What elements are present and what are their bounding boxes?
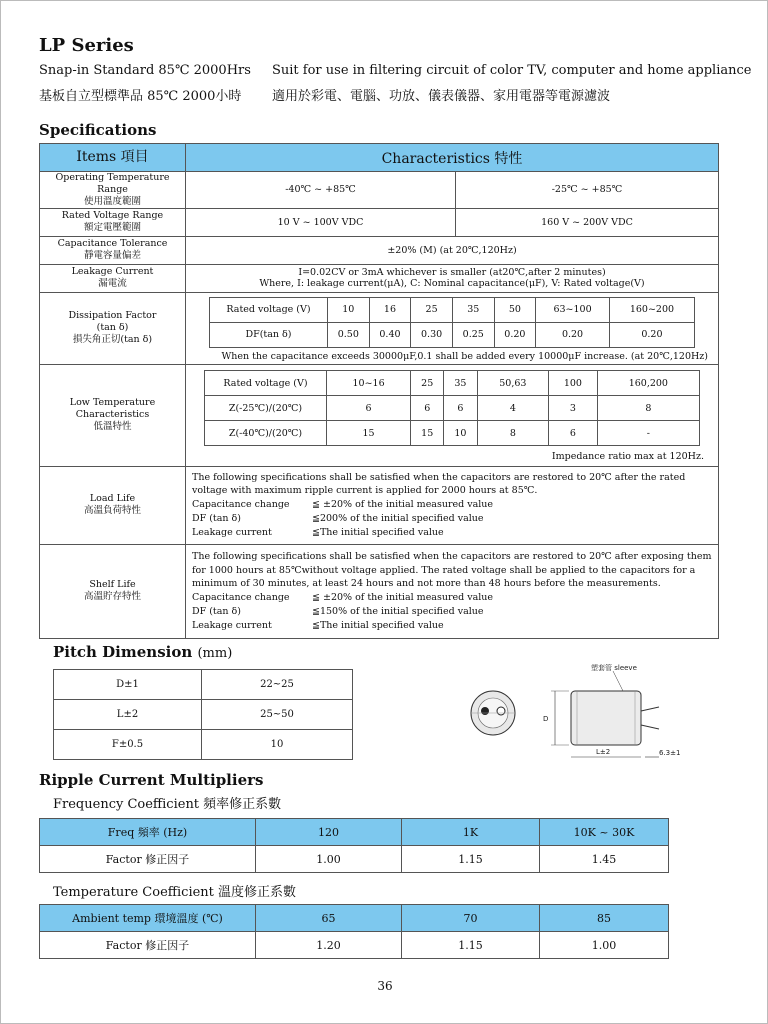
temperature-coefficient-title: Temperature Coefficient 溫度修正系數 [53,885,297,900]
load-life-label [40,466,186,544]
capacitor-side-view [551,671,659,757]
pitch-row [54,670,353,700]
col-items-header: Items 項目 [40,144,186,172]
op-temp-value-1: -40℃ ~ +85℃ [186,172,456,209]
spec-row-load-life [40,466,719,544]
leakage-line-2: Where, I: leakage current(μA), C: Nominal capacitance(μF), V: Rated voltage(V) [259,278,645,290]
shelf-life-item [192,619,712,633]
df-cell: Rated voltage (V) [210,297,328,322]
cap-tol-label-en: Capacitance Tolerance [57,238,168,250]
spec-row-leakage [40,264,719,292]
diameter-label: D [543,715,549,723]
df-label-en-1: Dissipation Factor [68,310,157,322]
lt-cell: 10 [444,421,477,446]
load-life-value: ≦The initial specified value [312,526,444,538]
df-cell: 160~200 [609,297,694,322]
lt-row-z40 [205,421,700,446]
df-cell: 0.20 [609,322,694,347]
frequency-coefficient-table [39,818,669,873]
lt-cell: 15 [327,421,411,446]
freq-cell: 1.00 [256,846,402,873]
load-life-value: ≦200% of the initial specified value [312,513,484,524]
lt-cell: Z(-25℃)/(20℃) [205,396,327,421]
lt-cell: 35 [444,371,477,396]
rated-voltage-label [40,208,186,236]
freq-header-row [40,819,669,846]
pitch-cell: F±0.5 [54,730,202,760]
freq-factor-row [40,846,669,873]
df-cell [186,292,719,364]
low-temp-cell [186,364,719,466]
temp-cell: 1.15 [402,932,540,959]
length-label: L±2 [596,748,611,756]
shelf-life-item [192,591,712,605]
shelf-life-key: DF (tan δ) [192,605,241,617]
lt-cell: 8 [477,421,549,446]
lt-cell: 4 [477,396,549,421]
df-cell: DF(tan δ) [210,322,328,347]
lt-cell: Z(-40℃)/(20℃) [205,421,327,446]
freq-cell: Factor 修正因子 [40,846,256,873]
page-title: LP Series [39,35,134,56]
pitch-cell: D±1 [54,670,202,700]
rated-voltage-label-zh: 額定電壓範圍 [83,222,141,234]
lt-cell: 6 [327,396,411,421]
temp-cell: 1.00 [540,932,669,959]
low-temp-label [40,364,186,466]
pitch-cell: 10 [202,730,353,760]
lt-cell: 160,200 [597,371,699,396]
df-cell: 0.40 [369,322,411,347]
load-life-intro: The following specifications shall be satisfied when the capacitors are restored to 20℃ after the rated voltage with maximum ripple current is applied for 2000 hours at 85℃. [192,471,686,497]
col-characteristics-header: Characteristics 特性 [186,144,719,172]
low-temp-label-en-1: Low Temperature [69,397,156,409]
load-life-item [192,512,712,526]
spec-row-low-temp [40,364,719,466]
low-temp-note: Impedance ratio max at 120Hz. [551,451,704,463]
spec-row-df [40,292,719,364]
leakage-value [186,264,719,292]
load-life-item [192,498,712,512]
pitch-heading-text: Pitch Dimension [53,643,193,661]
temp-cell: 1.20 [256,932,402,959]
lt-cell: 25 [411,371,444,396]
freq-cell: 1.15 [402,846,540,873]
df-cell: 63~100 [536,297,610,322]
freq-cell: 120 [256,819,402,846]
temp-cell: Ambient temp 環境溫度 (℃) [40,905,256,932]
spec-row-rated-voltage [40,208,719,236]
spec-row-op-temp [40,172,719,209]
lt-cell: 6 [549,421,598,446]
low-temp-table [204,370,700,446]
capacitor-dimension-diagram [463,661,703,771]
op-temp-label-en: Operating Temperature Range [55,172,170,195]
specifications-table [39,143,719,639]
shelf-life-intro: The following specifications shall be satisfied when the capacitors are restored to 20℃ after exposing them for 1000 hours at 85℃without voltage applied. The rated voltage shall be applied to the capacitors for a minimum of 30 minutes, at least 24 hours and not more than 48 hours before the measurements. [192,550,712,590]
lt-cell: 15 [411,421,444,446]
op-temp-value-2: -25℃ ~ +85℃ [456,172,719,209]
lt-row-voltage [205,371,700,396]
pitch-row [54,700,353,730]
subtitle-zh-right: 適用於彩電、電腦、功放、儀表儀器、家用電器等電源濾波 [272,89,611,104]
spec-row-cap-tol [40,236,719,264]
load-life-value: ≦ ±20% of the initial measured value [312,499,494,511]
shelf-life-value: ≦ ±20% of the initial measured value [312,592,494,604]
df-cell: 0.50 [328,322,370,347]
temp-cell: 70 [402,905,540,932]
specifications-heading: Specifications [39,121,157,139]
load-life-key: Leakage current [192,526,272,538]
lt-cell: Rated voltage (V) [205,371,327,396]
frequency-coefficient-title: Frequency Coefficient 頻率修正系數 [53,797,282,812]
capacitor-top-view [471,691,515,735]
rated-voltage-label-en: Rated Voltage Range [61,210,164,222]
freq-cell: 1K [402,819,540,846]
temp-cell: 85 [540,905,669,932]
cap-tol-value: ±20% (M) (at 20℃,120Hz) [186,236,719,264]
shelf-life-label-zh: 高溫貯存特性 [83,591,141,603]
shelf-life-key: Leakage current [192,619,272,631]
df-row-values [210,322,695,347]
temperature-coefficient-table [39,904,669,959]
df-cell: 25 [411,297,453,322]
temp-header-row [40,905,669,932]
rated-voltage-value-2: 160 V ~ 200V VDC [456,208,719,236]
shelf-life-label-en: Shelf Life [89,579,136,591]
lt-cell: 6 [444,396,477,421]
ripple-heading: Ripple Current Multipliers [39,771,264,789]
low-temp-label-en-2: Characteristics [75,409,150,421]
lt-row-z25 [205,396,700,421]
spec-row-shelf-life [40,544,719,638]
freq-cell: Freq 頻率 (Hz) [40,819,256,846]
df-table [209,297,695,348]
df-cell: 0.25 [452,322,494,347]
shelf-life-text [186,544,719,638]
op-temp-label [40,172,186,209]
lt-cell: 10~16 [327,371,411,396]
cap-tol-label [40,236,186,264]
shelf-life-label [40,544,186,638]
lead-label: 6.3±1 [659,749,681,757]
df-cell: 0.20 [536,322,610,347]
df-label-zh: 損失角正切(tan δ) [72,334,153,346]
page-number: 36 [377,979,393,993]
pitch-cell: 25~50 [202,700,353,730]
load-life-key: DF (tan δ) [192,513,241,524]
df-cell: 0.20 [494,322,536,347]
temp-cell: 65 [256,905,402,932]
shelf-life-value: ≦150% of the initial specified value [312,605,484,617]
low-temp-label-zh: 低溫特性 [93,421,132,433]
pitch-heading [53,643,232,661]
lt-cell: 6 [411,396,444,421]
pitch-row [54,730,353,760]
pitch-cell: L±2 [54,700,202,730]
load-life-label-en: Load Life [89,493,136,505]
subtitle-en-right: Suit for use in filtering circuit of color TV, computer and home appliance [272,63,752,78]
df-label-en-2: (tan δ) [96,322,129,334]
pitch-unit: (mm) [197,646,233,661]
df-cell: 16 [369,297,411,322]
load-life-text [186,466,719,544]
shelf-life-key: Capacitance change [192,592,290,604]
df-cell: 10 [328,297,370,322]
lt-cell: 8 [597,396,699,421]
df-cell: 0.30 [411,322,453,347]
leakage-label-en: Leakage Current [71,266,154,278]
leakage-line-1: I=0.02CV or 3mA whichever is smaller (at20℃,after 2 minutes) [298,267,606,279]
freq-cell: 10K ~ 30K [540,819,669,846]
df-row-voltage [210,297,695,322]
pitch-cell: 22~25 [202,670,353,700]
subtitle-en-left: Snap-in Standard 85℃ 2000Hrs [39,63,251,78]
lt-cell: - [597,421,699,446]
shelf-life-item [192,605,712,619]
df-note: When the capacitance exceeds 30000μF,0.1 shall be added every 10000μF increase. (at 20℃,120Hz) [221,350,708,362]
cap-tol-label-zh: 靜電容量偏差 [83,250,141,262]
freq-cell: 1.45 [540,846,669,873]
pitch-table [53,669,353,760]
op-temp-label-zh: 使用溫度範圍 [83,195,141,207]
leakage-label-zh: 漏電流 [98,278,127,290]
df-label [40,292,186,364]
load-life-item [192,526,712,540]
spec-header-row [40,144,719,172]
df-cell: 50 [494,297,536,322]
leakage-label [40,264,186,292]
rated-voltage-value-1: 10 V ~ 100V VDC [186,208,456,236]
load-life-label-zh: 高溫負荷特性 [83,505,141,517]
load-life-key: Capacitance change [192,499,290,511]
lt-cell: 3 [549,396,598,421]
subtitle-zh-left: 基板自立型標準品 85℃ 2000小時 [39,89,242,104]
df-cell: 35 [452,297,494,322]
temp-cell: Factor 修正因子 [40,932,256,959]
sleeve-label: 塑套管 sleeve [591,664,637,672]
temp-factor-row [40,932,669,959]
shelf-life-value: ≦The initial specified value [312,619,444,631]
lt-cell: 50,63 [477,371,549,396]
lt-cell: 100 [549,371,598,396]
